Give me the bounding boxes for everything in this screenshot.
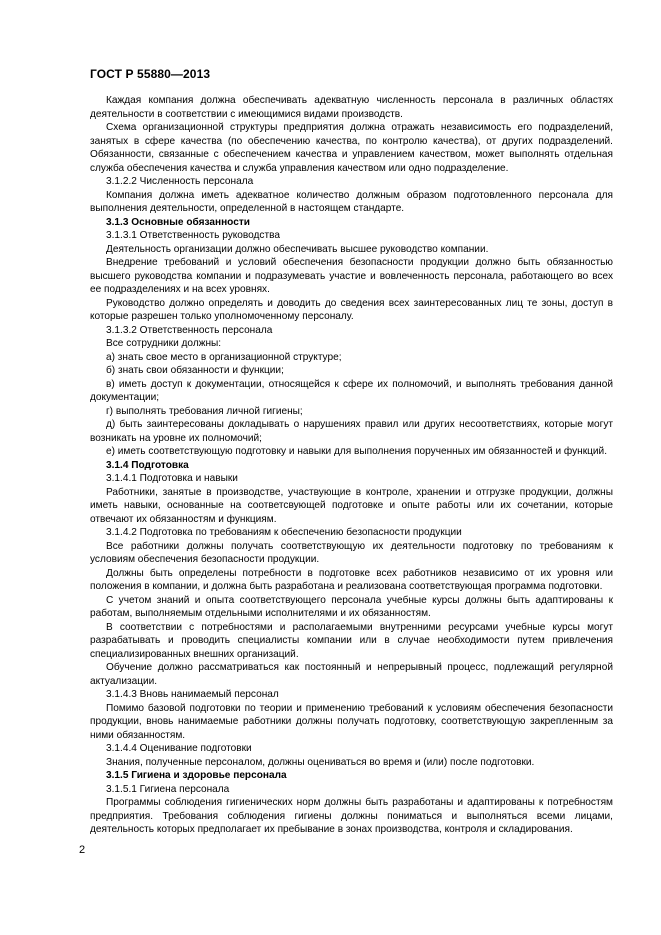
paragraph: е) иметь соответствующую подготовку и навыки для выполнения порученных им обязанностей и функций. xyxy=(106,446,607,457)
paragraph: В соответствии с потребностями и располагаемыми внутренними ресурсами учебные курсы могут разрабатывать и проводить специалисты компании или в случае необходимости путем привлечения специализированных внешних организаций. xyxy=(90,621,613,660)
paragraph: Руководство должно определять и доводить до сведения всех заинтересованных лиц те зоны, доступ в которые разрешен только уполномоченному персоналу. xyxy=(90,297,613,322)
paragraph: Помимо базовой подготовки по теории и применению требований к условиям обеспечения безопасности продукции, вновь нанимаемые работники должны получать подготовку, соответствующую закрепленным за ними обязанностям. xyxy=(90,702,613,741)
paragraph: Компания должна иметь адекватное количество должным образом подготовленного персонала для выполнения деятельности, определенной в настоящем стандарте. xyxy=(90,189,613,214)
paragraph: Должны быть определены потребности в подготовке всех работников независимо от их уровня или положения в компании, и должна быть разработана и реализована соответствующая программа подготовки. xyxy=(90,567,613,592)
paragraph: 3.1.4.4 Оценивание подготовки xyxy=(106,743,252,754)
paragraph: Внедрение требований и условий обеспечения безопасности продукции должно быть обязанностью высшего руководства компании и подразумевать участие и вовлеченность персонала, работающего во всех ее подразделениях и на всех уровнях. xyxy=(90,257,613,295)
paragraph: 3.1.3.1 Ответственность руководства xyxy=(106,230,280,241)
paragraph: в) иметь доступ к документации, относящейся к сфере их полномочий, и выполнять требования данной документации; xyxy=(90,378,613,403)
paragraph: Программы соблюдения гигиенических норм должны быть разработаны и адаптированы к потребностям предприятия. Требования соблюдения гигиены должны пониматься и выполняться всеми лицами, деятельность которых предполагает их пребывание в зонах производства, контроля и складирования. xyxy=(90,797,613,835)
paragraph: Все сотрудники должны: xyxy=(106,338,222,349)
paragraph: Обучение должно рассматриваться как постоянный и непрерывный процесс, подлежащий регулярной актуализации. xyxy=(90,662,613,687)
paragraph: 3.1.5.1 Гигиена персонала xyxy=(106,783,230,795)
paragraph: С учетом знаний и опыта соответствующего персонала учебные курсы должны быть адаптированы к работам, выполняемым отдельными исполнителями и их обязанностям. xyxy=(90,594,613,619)
section-heading: 3.1.5 Гигиена и здоровье персонала xyxy=(106,770,287,781)
paragraph: Все работники должны получать соответствующую их деятельности подготовку по требованиям к условиям обеспечения безопасности продукции. xyxy=(90,540,613,565)
paragraph: Схема организационной структуры предприятия должна отражать независимость его подразделений, занятых в сфере качества (по обеспечению качества, по контролю качества), от других подразделений. Обязанности, связанные с обеспечением качества и управлением качеством, может выполнять отдельная служба обеспечения качества и служба управления качеством или одно подразделение. xyxy=(90,122,613,174)
paragraph: 3.1.3.2 Ответственность персонала xyxy=(106,324,273,336)
paragraph: д) быть заинтересованы докладывать о нарушениях правил или других несоответствиях, которые могут возникать на уровне их полномочий; xyxy=(90,419,613,444)
paragraph: Деятельность организации должно обеспечивать высшее руководство компании. xyxy=(106,243,489,255)
document-body xyxy=(90,94,613,837)
paragraph: б) знать свои обязанности и функции; xyxy=(106,365,284,376)
section-heading: 3.1.3 Основные обязанности xyxy=(106,216,250,228)
paragraph: а) знать свое место в организационной структуре; xyxy=(106,351,342,363)
section-heading: 3.1.4 Подготовка xyxy=(106,459,189,471)
paragraph: 3.1.2.2 Численность персонала xyxy=(106,176,254,187)
paragraph: г) выполнять требования личной гигиены; xyxy=(106,405,303,417)
paragraph: Знания, полученные персоналом, должны оцениваться во время и (или) после подготовки. xyxy=(106,756,535,768)
page-number: 2 xyxy=(79,844,86,856)
paragraph: Каждая компания должна обеспечивать адекватную численность персонала в различных областях деятельности в соответствии с имеющимися видами производств. xyxy=(90,95,613,120)
paragraph: 3.1.4.3 Вновь нанимаемый персонал xyxy=(106,689,279,700)
document-header: ГОСТ Р 55880—2013 xyxy=(90,67,211,81)
paragraph: 3.1.4.1 Подготовка и навыки xyxy=(106,473,238,484)
paragraph: Работники, занятые в производстве, участвующие в контроле, хранении и отгрузке продукции, должны иметь навыки, основанные на соответсвующей подготовке и опыте работы или их сочетании, которые отвечают их обязанностям и функциям. xyxy=(90,486,613,525)
paragraph: 3.1.4.2 Подготовка по требованиям к обеспечению безопасности продукции xyxy=(106,527,462,538)
